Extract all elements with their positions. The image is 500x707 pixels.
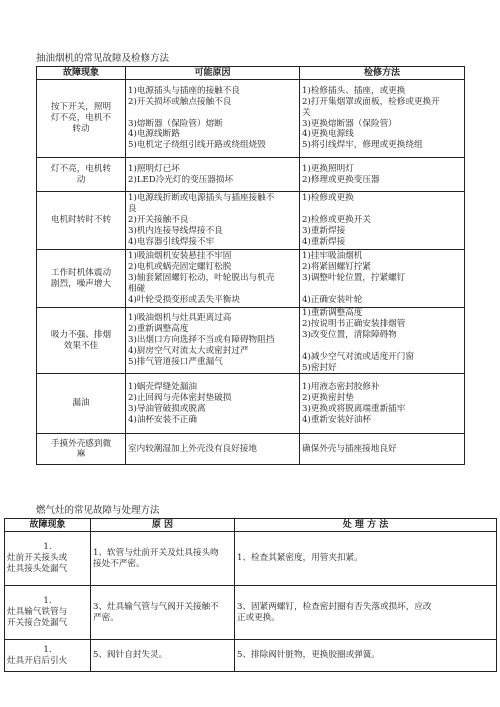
symptom-cell-line: 1. <box>43 644 52 655</box>
range-hood-fault-table <box>36 66 465 465</box>
section1-title: 抽油烟机的常见故障及检修方法 <box>36 53 170 64</box>
causes-cell-line: 2)重新调整高度 <box>128 324 189 335</box>
symptom-cell-line: 麻 <box>76 449 86 460</box>
fixes-cell <box>300 250 465 308</box>
table-header-row <box>37 67 465 80</box>
causes-cell-line: 1)蜗壳焊缝处漏油 <box>128 382 197 393</box>
fixes-cell-line: 关 <box>302 107 311 118</box>
fixes-cell-line: 4)重新焊接 <box>302 236 346 247</box>
header-symptom: 故障现象 <box>5 519 91 532</box>
causes-cell-line: 2)电机或蜗壳固定螺钉松脱 <box>128 262 232 273</box>
causes-cell-line: 4)电源线断路 <box>128 129 180 140</box>
table-row <box>37 308 465 374</box>
symptom-cell-line: 按下开关，照明 <box>50 102 112 113</box>
causes-cell-line: 1)吸油烟机安装悬挂不牢固 <box>128 251 232 262</box>
symptom-cell-line: 灶前开关接头或 <box>7 553 68 564</box>
fixes-cell-line: 2)更换密封垫 <box>302 393 354 404</box>
causes-cell-line: 2)止回阀与壳体密封垫破损 <box>128 393 232 404</box>
cause-cell-line: 严密。 <box>93 612 119 623</box>
fixes-cell-line: 1)更换照明灯 <box>302 163 354 174</box>
symptom-cell <box>37 434 126 465</box>
symptom-cell <box>5 640 91 672</box>
fixes-cell-line: 2)检修或更换开关 <box>302 215 371 226</box>
fixes-cell <box>300 308 465 374</box>
fixes-cell-line: 3)改变位置，清除障碍物 <box>302 329 397 340</box>
fixes-cell-line: 3)更换熔断器（保险管） <box>302 118 397 129</box>
causes-cell <box>126 80 300 158</box>
gas-stove-fault-table <box>4 518 497 672</box>
fixes-cell-line: 5)将引线焊牢，修理或更换绕组 <box>302 140 423 151</box>
causes-cell-line: 2)LED冷光灯的变压器损坏 <box>128 174 234 185</box>
fixes-cell-line: 1)用液态密封胶修补 <box>302 382 380 393</box>
causes-cell-line: 2)开关接触不良 <box>128 215 189 226</box>
section2-title: 燃气灶的常见故障与处理方法 <box>36 505 160 516</box>
causes-cell-line: 3)出烟口方向选择不当或有障碍物阻挡 <box>128 335 275 346</box>
fixes-cell-line: 2)将紧固螺钉拧紧 <box>302 262 371 273</box>
causes-cell-line: 良 <box>128 204 137 215</box>
cause-cell-line: 3、灶具输气管与气阀开关接触不 <box>93 601 219 612</box>
causes-cell-line: 室内较潮湿加上外壳没有良好接地 <box>128 443 257 454</box>
header-cause: 原 因 <box>91 519 235 532</box>
causes-cell-line: 2)开关损坏或触点接触不良 <box>128 96 232 107</box>
causes-cell-line: 3)轴套紧固螺钉松动，叶轮脱出与机壳 <box>128 273 275 284</box>
fixes-cell-line: 3)更换或将脱离端重新插牢 <box>302 403 406 414</box>
symptom-cell-line: 动 <box>76 174 86 185</box>
causes-cell <box>126 308 300 374</box>
fix-cell <box>235 640 497 672</box>
causes-cell-line: 4)厨房空气对流太大或密封过严 <box>128 346 249 357</box>
symptom-cell-line: 灶具接头处漏气 <box>7 563 68 574</box>
fixes-cell-line: 1)检修插头、插座，或更换 <box>302 85 406 96</box>
causes-cell <box>126 374 300 434</box>
causes-cell-line: 1)电源插头与插座的接触不良 <box>128 85 240 96</box>
fix-cell <box>235 586 497 640</box>
fixes-cell-line: 4)减少空气对流或适度开门窗 <box>302 351 414 362</box>
causes-cell-line: 1)照明灯已坏 <box>128 163 180 174</box>
fixes-cell-line: 2)修理或更换变压器 <box>302 174 380 185</box>
symptom-cell-line: 1. <box>43 596 52 607</box>
symptom-cell <box>5 586 91 640</box>
table-row <box>5 640 497 672</box>
causes-cell-line: 3)熔断器（保险管）熔断 <box>128 118 223 129</box>
causes-cell-line: 相碰 <box>128 283 146 294</box>
table-row <box>5 586 497 640</box>
symptom-cell-line: 手摸外壳感到微 <box>50 438 112 449</box>
fixes-cell-line: 4)重新安装好油杯 <box>302 414 371 425</box>
symptom-cell <box>37 80 126 158</box>
causes-cell <box>126 158 300 192</box>
table-row <box>5 532 497 586</box>
fix-cell-line: 1、检查其紧密度，用管夹扣紧。 <box>237 553 363 564</box>
symptom-cell-line: 剧烈，噪声增大 <box>50 278 112 289</box>
fixes-cell-line <box>302 204 462 215</box>
fixes-cell-line: 2)打开集烟罩或面板，检修或更换开 <box>302 96 440 107</box>
symptom-cell-line: 电机时转时不转 <box>50 215 112 226</box>
fix-cell-line: 3、固紧两螺钉，检查密封圈有否失落或损坏，应改 <box>237 601 432 612</box>
fixes-cell-line: 4)正确安装叶轮 <box>302 294 363 305</box>
fixes-cell-line <box>302 341 462 352</box>
fixes-cell-line: 1)重新调整高度 <box>302 308 363 318</box>
fixes-cell <box>300 192 465 250</box>
symptom-cell-line: 漏油 <box>72 398 90 409</box>
symptom-cell-line: 吸力不强、排烟 <box>50 329 112 340</box>
header-causes: 可能原因 <box>126 67 300 80</box>
cause-cell-line: 5、阀针自封失灵。 <box>93 650 168 661</box>
fixes-cell-line: 5)密封好 <box>302 362 337 373</box>
causes-cell-line: 1)电源线折断或电源插头与插座接触不 <box>128 193 275 204</box>
table-row <box>37 158 465 192</box>
symptom-cell-line: 灯不亮，电机转 <box>50 163 112 174</box>
symptom-cell <box>37 308 126 374</box>
header-symptom: 故障现象 <box>37 67 126 80</box>
symptom-cell-line: 开关接合处漏气 <box>7 617 68 628</box>
header-fix: 处 理 方 法 <box>235 519 497 532</box>
symptom-cell-line: 灶具开启后引火 <box>7 655 68 666</box>
causes-cell-line: 1)吸油烟机与灶具距离过高 <box>128 313 232 324</box>
symptom-cell-line: 1. <box>43 542 52 553</box>
symptom-cell-line: 灶具输气铁管与 <box>7 607 68 618</box>
fix-cell <box>235 532 497 586</box>
header-fixes: 检修方法 <box>300 67 465 80</box>
fixes-cell <box>300 158 465 192</box>
fixes-cell <box>300 374 465 434</box>
causes-cell-line: 4)电容器引线焊接不牢 <box>128 236 215 247</box>
fixes-cell <box>300 80 465 158</box>
symptom-cell-line: 灯不亮，电机不 <box>50 113 112 124</box>
cause-cell-line: 接处不严密。 <box>93 558 145 569</box>
fixes-cell-line: 1)检修或更换 <box>302 193 354 204</box>
fixes-cell <box>300 434 465 465</box>
fixes-cell-line: 2)按说明书正确安装排烟管 <box>302 318 406 329</box>
causes-cell-line: 3)机内连接导线焊接不良 <box>128 225 223 236</box>
fixes-cell-line: 3)调整叶轮位置，拧紧螺钉 <box>302 273 406 284</box>
causes-cell-line: 4)油杯安装不正确 <box>128 414 197 425</box>
symptom-cell <box>37 250 126 308</box>
cause-cell <box>91 586 235 640</box>
cause-cell <box>91 640 235 672</box>
table-row <box>37 192 465 250</box>
causes-cell-line: 5)电机定子绕组引线开路或绕组烧毁 <box>128 140 266 151</box>
fixes-cell-line <box>302 284 462 295</box>
symptom-cell <box>37 374 126 434</box>
causes-cell-line <box>128 108 297 119</box>
fixes-cell-line: 4)更换电源线 <box>302 129 354 140</box>
fix-cell-line: 5、排除阀针脏物，更换胶圈或弹簧。 <box>237 650 380 661</box>
table-row <box>37 80 465 158</box>
table-row <box>37 250 465 308</box>
symptom-cell-line: 转动 <box>72 123 90 134</box>
table-header-row <box>5 519 497 532</box>
symptom-cell <box>5 532 91 586</box>
symptom-cell <box>37 158 126 192</box>
symptom-cell-line: 效果不佳 <box>63 340 99 351</box>
causes-cell-line: 5)排气管道接口严重漏气 <box>128 357 223 368</box>
fix-cell-line: 正或更换。 <box>237 612 280 623</box>
causes-cell <box>126 434 300 465</box>
causes-cell-line: 3)导油管破损或脱离 <box>128 403 206 414</box>
symptom-cell-line: 工作时机体震动 <box>50 267 112 278</box>
causes-cell <box>126 250 300 308</box>
fixes-cell-line: 确保外壳与插座接地良好 <box>302 443 397 454</box>
causes-cell-line: 4)叶轮受损变形或丢失平衡块 <box>128 294 240 305</box>
fixes-cell-line: 3)重新焊接 <box>302 225 346 236</box>
table-row <box>37 374 465 434</box>
table-row <box>37 434 465 465</box>
cause-cell-line: 1、软管与灶前开关及灶具接头吻 <box>93 547 219 558</box>
cause-cell <box>91 532 235 586</box>
fixes-cell-line: 1)挂牢吸油烟机 <box>302 251 363 262</box>
symptom-cell <box>37 192 126 250</box>
causes-cell <box>126 192 300 250</box>
